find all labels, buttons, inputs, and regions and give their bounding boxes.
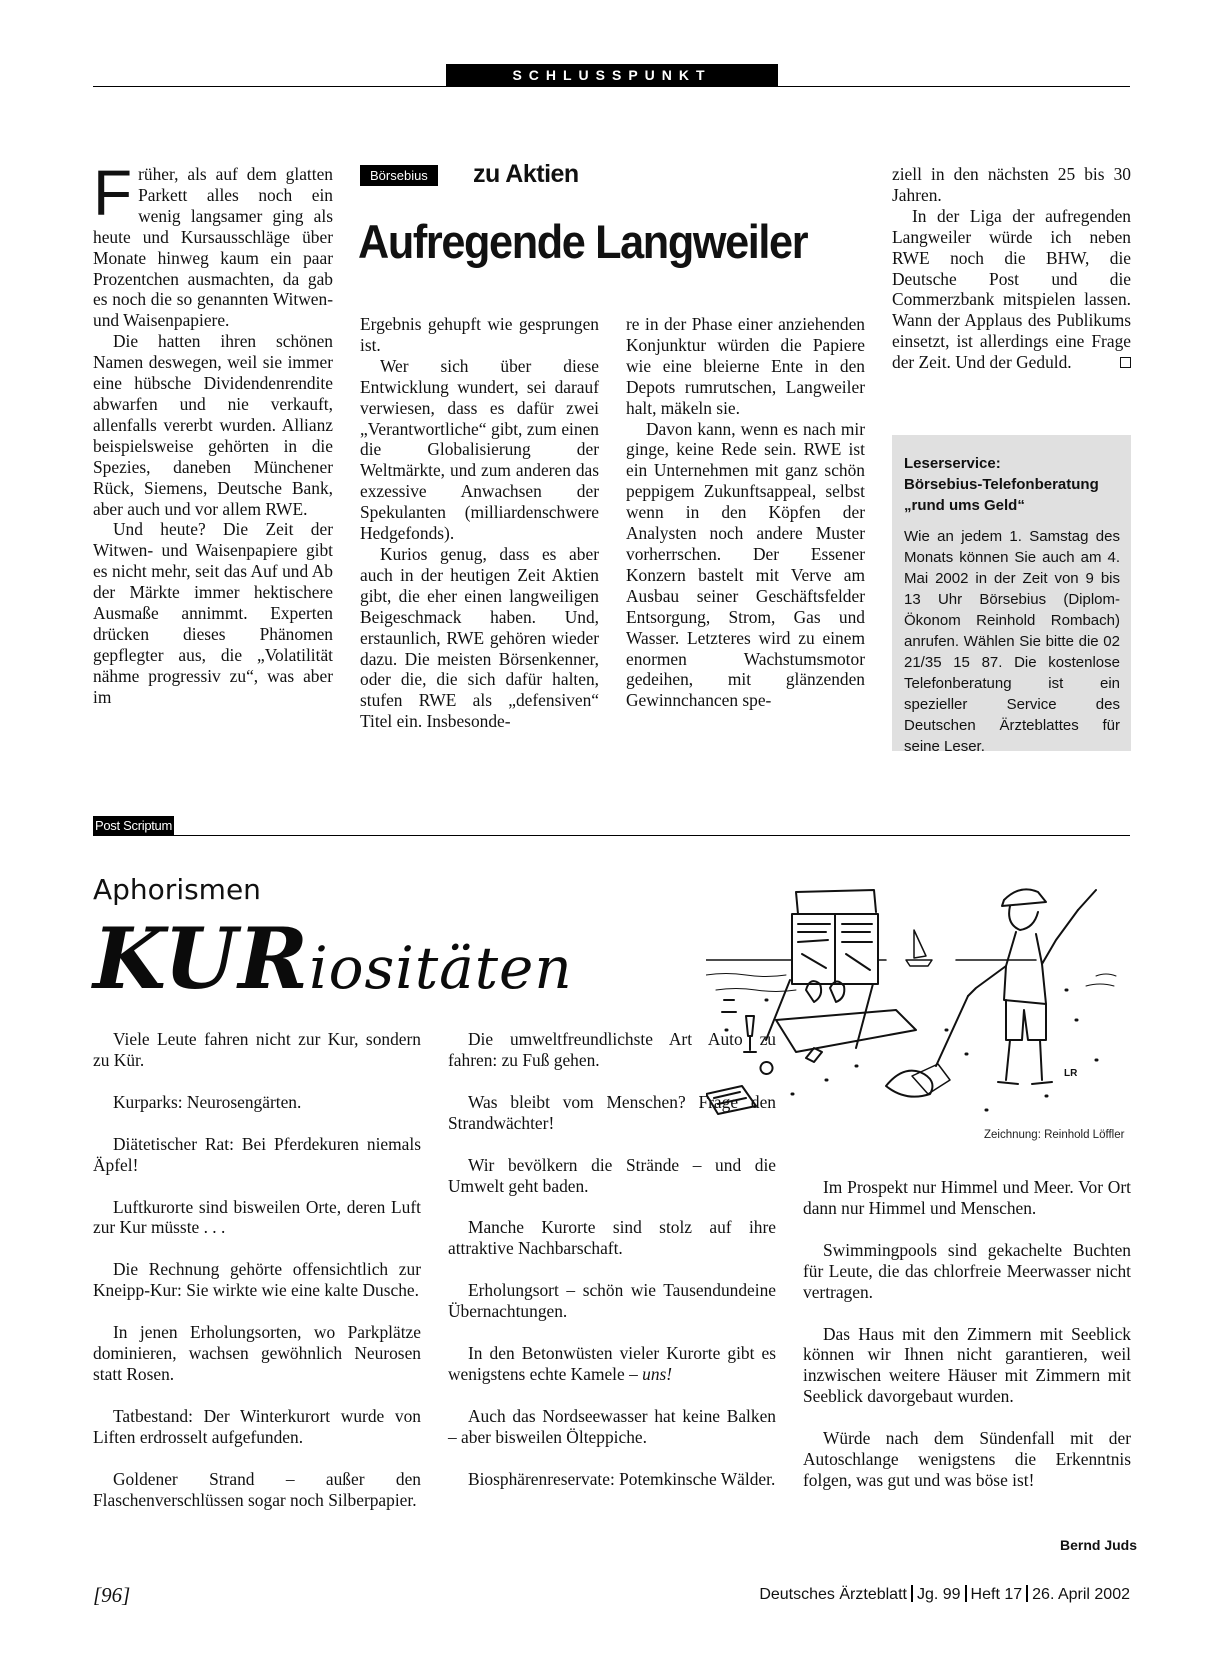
service-heading [904, 453, 1120, 516]
footer-citation [759, 1585, 1130, 1604]
aphorism: Die Rechnung gehörte offensichtlich zur Kneipp-Kur: Sie wirkte wie eine kalte Dusche. [93, 1259, 421, 1301]
header-rule [93, 86, 1130, 87]
journal-date: 26. April 2002 [1032, 1586, 1130, 1603]
article-headline: Aufregende Langweiler [358, 215, 808, 268]
aphorism: Biosphärenreservate: Potemkinsche Wälder. [468, 1468, 776, 1489]
article-column-4 [892, 164, 1131, 373]
aphorism-column-3 [803, 1177, 1131, 1512]
article-paragraph: rüher, als auf dem glatten Parkett alles noch ein wenig langsamer ging als heute und Kursausschläge über Monate hinweg kaum ein paar Prozentchen ausmachten, da gab es noch die so genannten Witwen- und Waisenpapiere. [93, 164, 333, 331]
headline-caps: KUR [93, 909, 310, 1008]
article-paragraph: Davon kann, wenn es nach mir ginge, keine Rede sein. RWE ist ein Unternehmen mit ganz schön peppigem Zukunftsappeal, selbst wenn in den Köpfen der Analysten noch andere Muster vorherrschen. Der Essener Konzern bastelt mit Verve am Ausbau seiner Geschäftsfelder Entsorgung, Strom, Gas und Wasser. Letzteres wird zu einem enormen Wachstumsmotor gedeihen, mit glänzenden Gewinnchancen spe- [626, 418, 865, 711]
service-body: Wie an jedem 1. Samstag des Monats können Sie auch am 4. Mai 2002 in der Zeit von 9 bis 13 Uhr Börsebius (Diplom-Ökonom Reinhold Rombach) anrufen. Wählen Sie bitte die 02 21/35 15 87. Die kostenlose Telefonberatung ist ein spezieller Service des Deutschen Ärzteblattes für seine Leser. [904, 528, 1120, 755]
aphorism-text: In den Betonwüsten vieler Kurorte gibt es wenigstens echte Kamele – [448, 1343, 776, 1384]
end-mark-icon [1120, 357, 1131, 368]
footer-separator [1026, 1585, 1028, 1602]
headline-rest: iositäten [309, 934, 573, 1002]
aphorismen-title: Aphorismen [93, 873, 261, 906]
aphorism-column-1 [93, 1029, 421, 1532]
article-paragraph: re in der Phase einer anziehenden Konjunktur würden die Papiere wie eine bleierne Ente in den Depots rumrutschen, Langweiler halt, mäkeln sie. [626, 314, 865, 418]
illustration-credit: Zeichnung: Reinhold Löffler [984, 1129, 1125, 1141]
aphorism: Kurparks: Neurosengärten. [113, 1091, 302, 1112]
aphorism: Was bleibt vom Menschen? Frage den Strandwächter! [448, 1091, 776, 1133]
drop-cap: F [93, 157, 133, 229]
aphorism: Das Haus mit den Zimmern mit Seeblick können wir Ihnen nicht garantieren, weil inzwischen weitere Häuser mit Zimmern mit Seeblick davorgebaut wurden. [803, 1323, 1131, 1407]
aphorism: Swimmingpools sind gekachelte Buchten für Leute, die das chlorfreie Meerwasser nicht vertragen. [803, 1239, 1131, 1302]
aphorism: Erholungsort – schön wie Tausendundeine Übernachtungen. [448, 1280, 776, 1322]
aphorism: Im Prospekt nur Himmel und Meer. Vor Ort dann nur Himmel und Menschen. [803, 1177, 1131, 1218]
kicker-badge: Börsebius [360, 165, 438, 186]
service-heading-line: Börsebius-Telefonberatung [904, 476, 1099, 493]
article-paragraph: ziell in den nächsten 25 bis 30 Jahren. [892, 164, 1131, 205]
journal-issue: Heft 17 [970, 1586, 1023, 1603]
aphorism-kamele [448, 1343, 776, 1385]
aphorism: Manche Kurorte sind stolz auf ihre attraktive Nachbarschaft. [448, 1217, 776, 1259]
aphorism: Die umweltfreundlichste Art Auto zu fahren: zu Fuß gehen. [448, 1029, 776, 1070]
kicker: zu Aktien [473, 160, 579, 188]
aphorism-emphasis: uns! [642, 1363, 673, 1384]
journal-name: Deutsches Ärzteblatt [759, 1586, 907, 1603]
footer-separator [965, 1585, 967, 1602]
section-banner: SCHLUSSPUNKT [446, 64, 778, 86]
journal-volume: Jg. 99 [916, 1586, 961, 1603]
article-paragraph-last [892, 206, 1131, 373]
article-paragraph-text: In der Liga der aufregenden Langweiler würde ich neben RWE noch die BHW, die Deutsche Post und die Commerzbank mitspielen lassen. Wann der Applaus des Publikums einsetzt, ist allerdings eine Frage der Zeit. Und der Geduld. [892, 205, 1131, 373]
article-paragraph: Die hatten ihren schönen Namen deswegen, weil sie immer eine hübsche Dividendenrendite abwarfen und nie verkauft, allenfalls vererbt wurden. Allianz beispielsweise gehörten in die Spezies, daneben Münchener Rück, Siemens, Deutsche Bank, aber auch und vor allem RWE. [93, 331, 333, 519]
illustration-signature: LR [1064, 1068, 1078, 1079]
aphorism: Würde nach dem Sündenfall mit der Autoschlange wenigstens die Erkenntnis folgen, was gut und was böse ist! [803, 1428, 1131, 1490]
article-column-3 [626, 314, 865, 711]
aphorism: In jenen Erholungsorten, wo Parkplätze dominieren, wachsen gewöhnlich Neurosen statt Rosen. [93, 1322, 421, 1384]
leserservice-box [892, 435, 1131, 755]
service-heading-line: „rund ums Geld“ [904, 497, 1025, 514]
aphorism: Luftkurorte sind bisweilen Orte, deren Luft zur Kur müsste . . . [93, 1196, 421, 1238]
footer-separator [911, 1585, 913, 1602]
page-number: [96] [93, 1583, 131, 1607]
article-paragraph: Kurios genug, dass es aber auch in der heutigen Zeit Aktien gibt, die eher einen langweiligen Beigeschmack haben. Und, erstaunlich, RWE gehören wieder dazu. Die meisten Börsenkenner, oder die, die sich dafür halten, stufen RWE als „defensiven“ Titel ein. Insbesonde- [360, 543, 599, 732]
service-heading-line: Leserservice: [904, 455, 1001, 472]
postscriptum-badge: Post Scriptum [95, 818, 173, 833]
aphorism: Viele Leute fahren nicht zur Kur, sondern zu Kür. [93, 1029, 421, 1070]
postscriptum-rule [93, 835, 1130, 836]
aphorism: Wir bevölkern die Strände – und die Umwelt geht baden. [448, 1154, 776, 1196]
beach-cartoon-illustration [706, 880, 1130, 1124]
article-paragraph: Ergebnis gehupft wie gesprungen ist. [360, 314, 599, 355]
article-paragraph: Wer sich über diese Entwicklung wundert, sei darauf verwiesen, dass es dafür zwei „Verantwortliche“ gibt, zum einen die Globalisierung der Weltmärkte, und zum anderen das exzessive Anwachsen der Spekulanten (milliardenschwere Hedgefonds). [360, 355, 599, 544]
aphorism: Auch das Nordseewasser hat keine Balken – aber bisweilen Ölteppiche. [448, 1405, 776, 1447]
kuriositaeten-headline [93, 909, 573, 1013]
article-column-1 [93, 157, 333, 708]
article-column-2 [360, 314, 599, 732]
author-name: Bernd Juds [1060, 1537, 1138, 1553]
aphorism: Diätetischer Rat: Bei Pferdekuren niemals Äpfel! [93, 1133, 421, 1175]
aphorism: Tatbestand: Der Winterkurort wurde von Liften erdrosselt aufgefunden. [93, 1405, 421, 1447]
aphorism: Goldener Strand – außer den Flaschenverschlüssen sogar noch Silberpapier. [93, 1468, 421, 1510]
article-paragraph: Und heute? Die Zeit der Witwen- und Waisenpapiere gibt es nicht mehr, seit das Auf und Ab der Märkte immer hektischere Ausmaße annimmt. Experten drücken dieses Phänomen gepflegter aus, die „Volatilität nähme progressiv zu“, was aber im [93, 519, 333, 707]
